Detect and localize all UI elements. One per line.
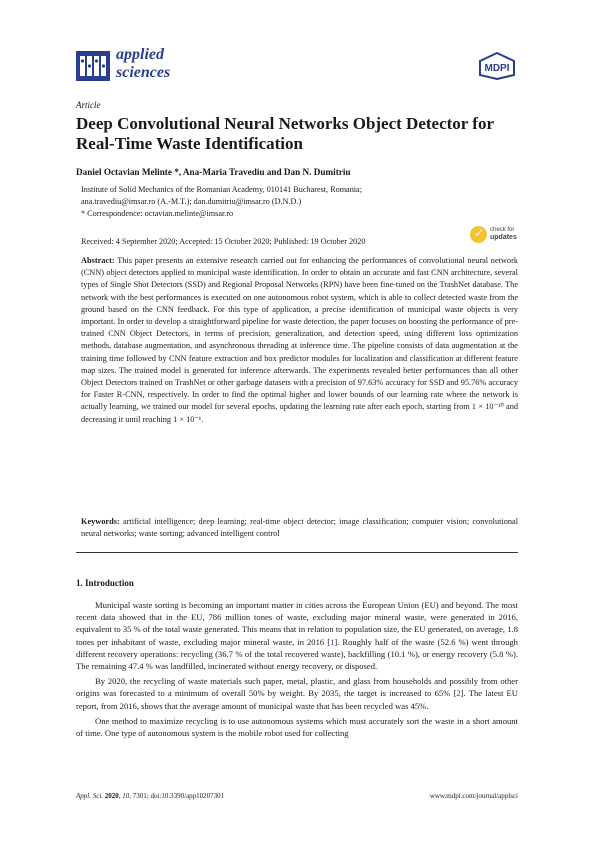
journal-name-line2: sciences bbox=[116, 64, 171, 81]
footer-year: 2020 bbox=[104, 792, 119, 800]
journal-name bbox=[116, 46, 170, 82]
section-heading-introduction: 1. Introduction bbox=[76, 578, 134, 588]
check-updates-line2: updates bbox=[490, 234, 517, 241]
section-divider bbox=[76, 552, 518, 553]
check-for-updates-badge[interactable] bbox=[470, 224, 518, 246]
citation-link[interactable]: 2 bbox=[456, 688, 461, 699]
affiliations bbox=[81, 184, 521, 220]
abstract bbox=[81, 255, 518, 426]
paragraph bbox=[76, 715, 518, 739]
footer-citation: Appl. Sci. 2020, 10, 7301; doi:10.3390/app10207301 bbox=[76, 792, 225, 800]
check-updates-icon: ✓ bbox=[470, 226, 487, 243]
affiliation-line: Institute of Solid Mechanics of the Romanian Academy, 010141 Bucharest, Romania; bbox=[81, 185, 362, 194]
publication-dates: Received: 4 September 2020; Accepted: 15 October 2020; Published: 19 October 2020 bbox=[81, 237, 366, 246]
introduction-body bbox=[76, 599, 518, 742]
affiliation-emails: ana.travediu@imsar.ro (A.-M.T.); dan.dumitriu@imsar.ro (D.N.D.) bbox=[81, 197, 302, 206]
paragraph-text: One method to maximize recycling is to use autonomous systems which must accurately sort the waste in a short amount of time. One type of autonomous system is the mobile robot used for collecting bbox=[76, 715, 518, 739]
paragraph bbox=[76, 675, 518, 712]
check-updates-line1: check for bbox=[490, 227, 515, 233]
mdpi-logo-icon bbox=[477, 52, 517, 80]
abstract-label: Abstract: bbox=[81, 256, 115, 265]
applied-sciences-logo-icon bbox=[76, 51, 110, 81]
paragraph-text: By 2020, the recycling of waste materials such paper, metal, plastic, and glass from households and possibly from other origins was forecasted to a minimum of overall 50% by weight. By 2035, the target is increased to 65% [ bbox=[76, 676, 518, 699]
footer-article-number: 7301 bbox=[132, 792, 147, 800]
citation-link[interactable]: 1 bbox=[330, 636, 335, 647]
footer-doi[interactable]: doi:10.3390/app10207301 bbox=[150, 792, 225, 800]
paragraph bbox=[76, 599, 518, 672]
abstract-text: This paper presents an extensive research carried out for enhancing the performances of convolutional neural network (CNN) object detectors applied to municipal waste identification. In order to obtain an accurate and fast CNN architecture, several types of Single Shot Detectors (SSD) and Regional Proposal Networks (RPN) have been fine-tuned on the TrashNet database. The network with the best performances is executed on one autonomous robot system, which is able to collect detected waste from the ground based on the CNN feedback. For this type of application, a precise identification of municipal waste objects is very important. In order to develop a straightforward pipeline for waste detection, the paper focuses on boosting the performance of pre-trained CNN Object Detectors, in terms of precision, generalization, and detection speed, using different loss optimization methods, database augmentation, and asynchronous threading at inference time. The pipeline consists of data augmentation at the training time followed by CNN feature extraction and box predictor modules for localization and classification at different feature map sizes. The trained model is generated for inference afterwards. The experiments revealed better performances than all other Object Detectors trained on TrashNet or other garbage datasets with a precision of 97.63% accuracy for SSD and 95.76% accuracy for Faster R-CNN, respectively. In order to find the optimal higher and lower bounds of our learning rate where the network is actually learning, we trained our model for several epochs, updating the learning rate after each epoch, starting from 1 × 10⁻¹⁰ and decreasing it until reaching 1 × 10⁻¹. bbox=[81, 256, 518, 424]
authors: Daniel Octavian Melinte *, Ana-Maria Travediu and Dan N. Dumitriu bbox=[76, 167, 351, 177]
footer-journal: Appl. Sci. bbox=[76, 792, 104, 800]
journal-name-line1: applied bbox=[116, 46, 164, 63]
article-type: Article bbox=[76, 100, 101, 110]
footer-url[interactable]: www.mdpi.com/journal/applsci bbox=[429, 792, 518, 800]
paragraph-text: ]. The latest EU report, from 2016, shows that the average amount of municipal waste that has been recycled was 45%. bbox=[76, 688, 518, 711]
keywords-text: artificial intelligence; deep learning; real-time object detector; image classification; computer vision; convolutional neural networks; waste sorting; advanced intelligent control bbox=[81, 517, 518, 539]
footer-volume: 10 bbox=[122, 792, 130, 800]
paragraph-text: ]. Roughly half of the waste (52.6 %) went through different recovery operations: recycling (36.7 % of the total recovered waste), backfilling (10.1 %), or energy recovery (5.8 %). The remaining 47.4 % was landfilled, incinerated without energy recovery, or disposed. bbox=[76, 636, 518, 672]
mdpi-logo-text: MDPI bbox=[484, 63, 510, 74]
keywords bbox=[81, 516, 518, 540]
correspondence: * Correspondence: octavian.melinte@imsar.ro bbox=[81, 209, 234, 218]
article-title: Deep Convolutional Neural Networks Object Detector for Real-Time Waste Identification bbox=[76, 114, 494, 153]
keywords-label: Keywords: bbox=[81, 517, 120, 526]
paragraph-text: Municipal waste sorting is becoming an important matter in cities across the European Union (EU) and beyond. The most recent data showed that in the EU, 786 million tones of waste, excluding major mineral waste, were generated in 2016, equivalent to 35 % of the total waste generated. This means that in relation to population size, the EU generated, on average, 1.8 tones per inhabitant of waste, excluding major mineral waste, in 2016 [ bbox=[76, 600, 518, 647]
